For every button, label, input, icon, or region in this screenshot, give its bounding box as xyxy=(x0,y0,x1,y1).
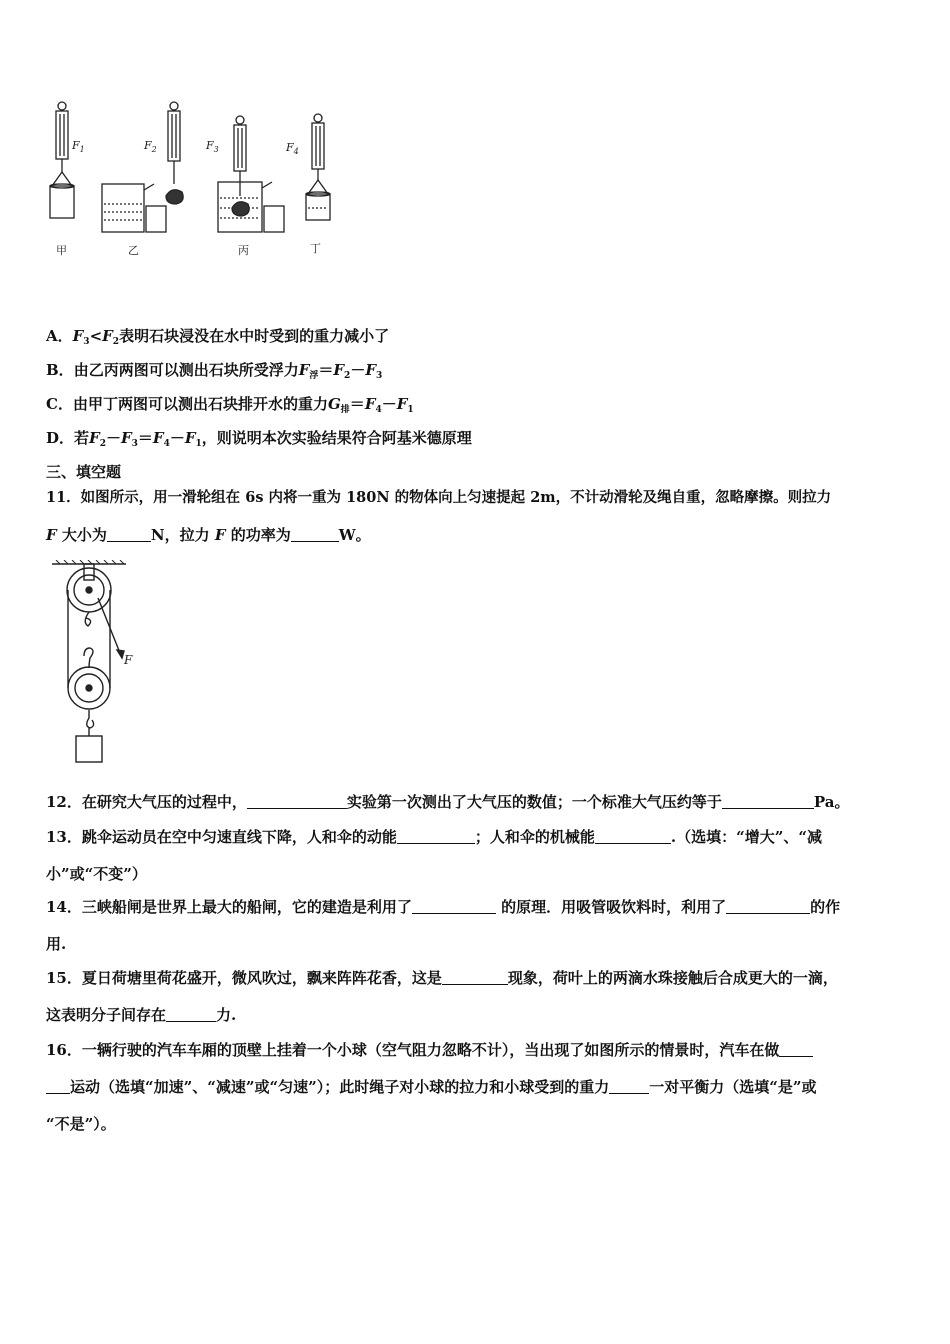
question-16-line-2: 运动（选填“加速”、“减速”或“匀速”）；此时绳子对小球的拉力和小球受到的重力 一对平衡力（选填“是”或 xyxy=(46,1077,817,1097)
spring-scale-jia xyxy=(50,102,74,218)
answer-blank[interactable] xyxy=(247,793,347,809)
answer-blank[interactable] xyxy=(779,1041,813,1057)
figure-label-ding: 丁 xyxy=(310,242,321,255)
overflow-cup-yi xyxy=(102,184,166,232)
pulley-system-figure xyxy=(44,560,144,768)
force-label-f: F xyxy=(124,653,133,667)
question-14-line-2: 用. xyxy=(46,935,67,953)
question-16-line-3: “不是”）。 xyxy=(46,1115,116,1133)
section-title: 三、填空题 xyxy=(46,463,122,481)
answer-blank[interactable] xyxy=(46,1078,70,1094)
stone-yi xyxy=(166,190,183,204)
answer-blank[interactable] xyxy=(107,526,151,542)
answer-blank[interactable] xyxy=(166,1006,216,1022)
option-d: D．若$F_2-F_3=F_4-F_1$，则说明本次实验结果符合阿基米德原理 xyxy=(46,429,472,449)
overflow-cup-bing xyxy=(218,182,284,232)
spring-scale-ding xyxy=(306,114,330,220)
small-bucket-jia xyxy=(50,186,74,218)
question-12: 12．在研究大气压的过程中， 实验第一次测出了大气压的数值；一个标准大气压约等于 Pa。 xyxy=(46,793,850,811)
figure-label-yi: 乙 xyxy=(128,244,139,257)
buoyancy-experiment-figure xyxy=(40,98,350,263)
answer-blank[interactable] xyxy=(442,969,508,985)
question-11-line-1: 11．如图所示，用一滑轮组在 6s 内将一重为 180N 的物体向上匀速提起 2m，不计动滑轮及绳自重，忽略摩擦。则拉力 xyxy=(46,489,832,506)
answer-blank[interactable] xyxy=(722,793,814,809)
question-13-line-2: 小”或“不变”） xyxy=(46,865,147,883)
option-b: B．由乙丙两图可以测出石块所受浮力$F_浮=F_2-F_3$ xyxy=(46,361,383,381)
question-16-line-1: 16．一辆行驶的汽车车厢的顶壁上挂着一个小球（空气阻力忽略不计），当出现了如图所示的情景时，汽车在做 xyxy=(46,1040,813,1060)
spring-scale-yi xyxy=(166,102,183,204)
question-15-line-1: 15．夏日荷塘里荷花盛开，微风吹过，飘来阵阵花香，这是 现象，荷叶上的两滴水珠接触后合成更大的一滴， xyxy=(46,969,838,987)
small-bucket-ding xyxy=(306,194,330,220)
answer-blank[interactable] xyxy=(609,1078,649,1094)
load-block xyxy=(76,736,102,762)
force-label-f1: $F_1$ xyxy=(72,139,85,154)
answer-blank[interactable] xyxy=(397,828,475,844)
question-13-line-1: 13．跳伞运动员在空中匀速直线下降，人和伞的动能 ；人和伞的机械能 .（选填：“增大”、“减 xyxy=(46,828,823,846)
option-a: A．$F_3<F_2$表明石块浸没在水中时受到的重力减小了 xyxy=(46,327,390,347)
force-label-f3: $F_3$ xyxy=(206,139,219,154)
question-11-line-2: F 大小为 N，拉力 F 的功率为 W。 xyxy=(46,526,371,544)
option-c: C．由甲丁两图可以测出石块排开水的重力$G_排=F_4-F_1$ xyxy=(46,395,414,415)
answer-blank[interactable] xyxy=(291,526,339,542)
figure-label-bing: 丙 xyxy=(238,244,249,257)
answer-blank[interactable] xyxy=(595,828,671,844)
force-label-f4: $F_4$ xyxy=(286,141,299,156)
answer-blank[interactable] xyxy=(726,898,810,914)
stone-bing xyxy=(232,202,249,216)
answer-blank[interactable] xyxy=(412,898,496,914)
question-14-line-1: 14．三峡船闸是世界上最大的船闸，它的建造是利用了 的原理．用吸管吸饮料时，利用了 的作 xyxy=(46,898,841,916)
spring-scale-bing xyxy=(232,116,249,216)
force-label-f2: $F_2$ xyxy=(144,139,157,154)
question-15-line-2: 这表明分子间存在 力. xyxy=(46,1006,237,1024)
figure-label-jia: 甲 xyxy=(56,244,67,257)
